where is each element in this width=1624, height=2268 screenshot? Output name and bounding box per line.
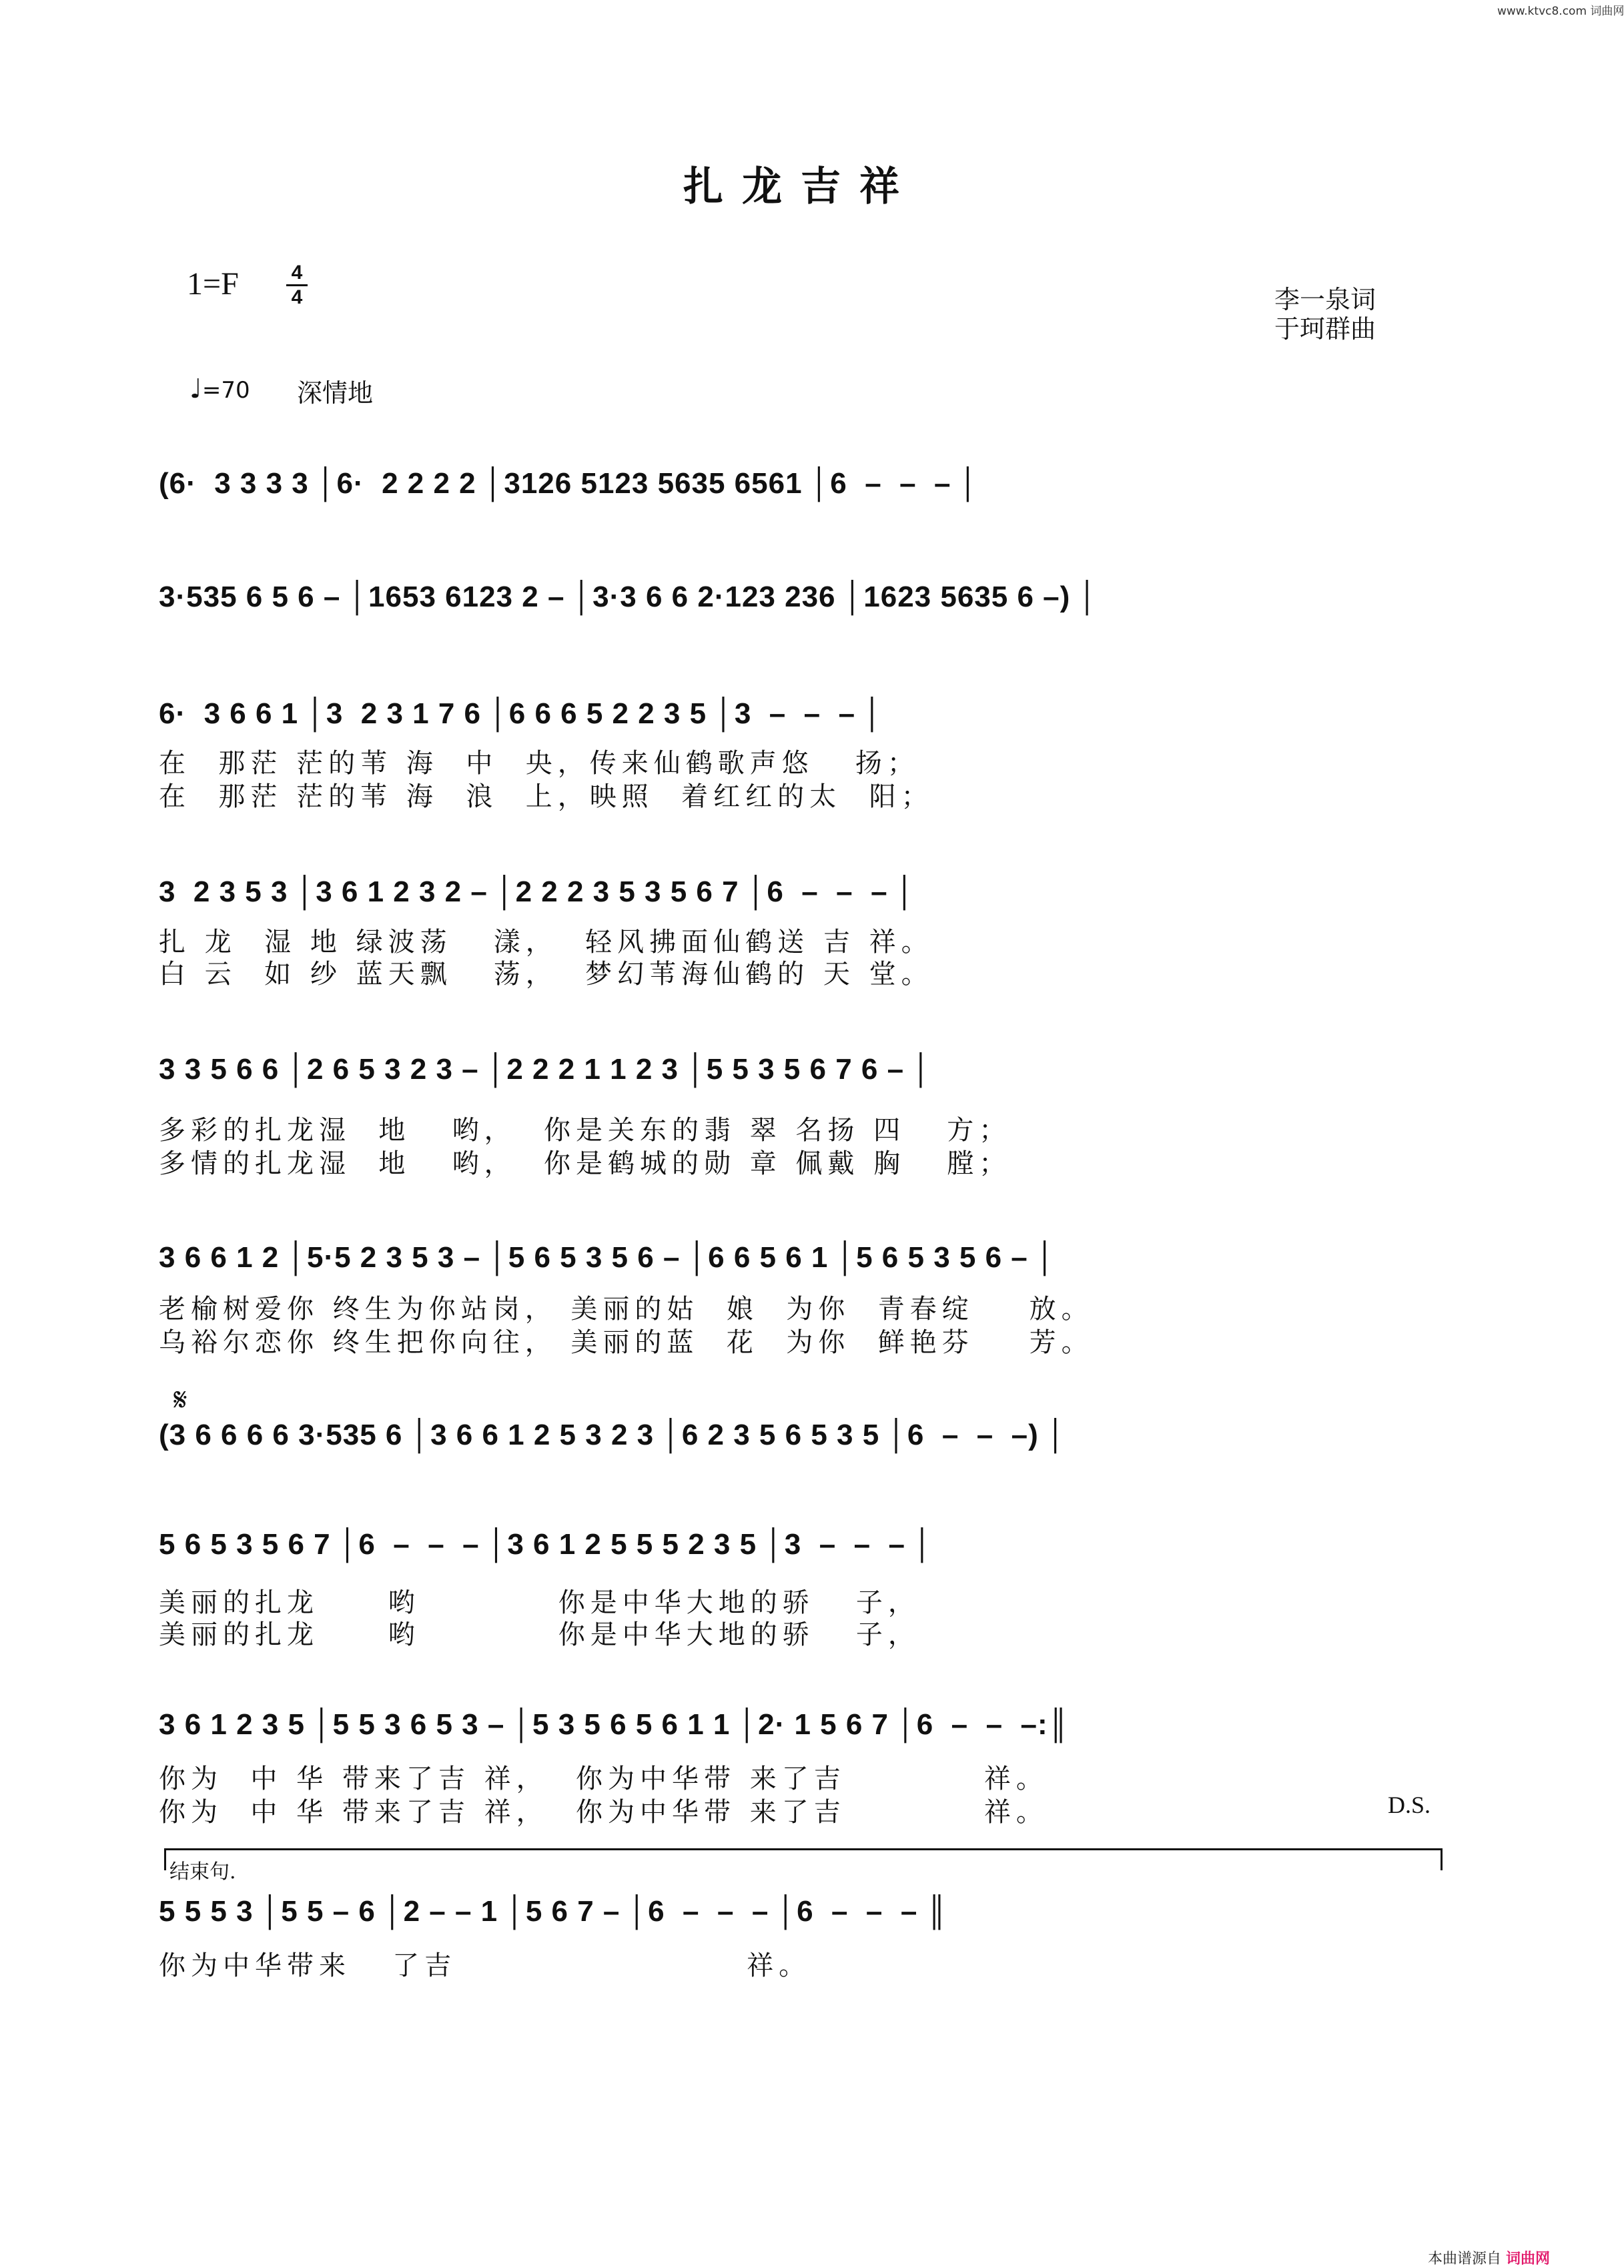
footer-prefix: 本曲谱源自 [1428, 2251, 1502, 2267]
expression-marking: 深情地 [297, 378, 374, 408]
song-title: 扎龙吉祥 [683, 163, 918, 210]
ending-bracket [164, 1848, 1443, 1870]
lyric-line: 白 云 如 纱 蓝天飘 荡， 梦幻苇海仙鹤的 天 堂。 [159, 959, 933, 990]
ending-label: 结束句. [169, 1860, 236, 1884]
notation-row-5 [159, 1053, 1447, 1100]
notation-text: (3 6 6 6 6 3·535 6 │3 6 6 1 2 5 3 2 3 │6 2 3 5 6 5 3 5 │6 – – –) │ [159, 1419, 1067, 1451]
watermark-top: www.ktvc8.com 词曲网 [1497, 5, 1624, 18]
lyric-line: 多情的扎龙湿 地 哟， 你是鹤城的勋 章 佩戴 胸 膛； [159, 1148, 1011, 1179]
lyric-line: 美丽的扎龙 哟 你是中华大地的骄 子， [159, 1619, 920, 1650]
lyric-line: 在 那茫 茫的苇 海 浪 上，映照 着红红的太 阳； [159, 781, 933, 812]
notation-text: (6· 3 3 3 3 │6· 2 2 2 2 │3126 5123 5635 6561 │6 – – – │ [159, 467, 979, 500]
notation-text: 5 5 5 3 │5 5 – 6 │2 – – 1 │5 6 7 – │6 – – – │6 – – – ║ [159, 1895, 948, 1928]
footer-brand-link[interactable]: 词曲网 [1506, 2251, 1551, 2267]
notation-text: 3·535 6 5 6 – │1653 6123 2 – │3·3 6 6 2·123 236 │1623 5635 6 –) │ [159, 581, 1099, 613]
segno-sign: 𝄋 [173, 1381, 187, 1419]
lyric-line: 多彩的扎龙湿 地 哟， 你是关东的翡 翠 名扬 四 方； [159, 1115, 1011, 1146]
tempo-marking [189, 374, 250, 404]
meter-bottom: 4 [291, 286, 303, 308]
dal-segno-mark: D.S. [1388, 1792, 1431, 1818]
key-signature: 1=F [187, 266, 239, 302]
time-signature [284, 262, 310, 309]
composer-credit: 于珂群曲 [1274, 314, 1376, 344]
notation-row-1 [159, 467, 1447, 514]
lyric-line: 你为 中 华 带来了吉 祥， 你为中华带 来了吉 祥。 [159, 1797, 1048, 1828]
notation-row-8 [159, 1528, 1447, 1575]
meter-top: 4 [291, 262, 303, 284]
footer-credit [1428, 2247, 1550, 2268]
notation-row-2 [159, 581, 1447, 627]
notation-text: 3 6 6 1 2 │5·5 2 3 5 3 – │5 6 5 3 5 6 – │6 6 5 6 1 │5 6 5 3 5 6 – │ [159, 1241, 1056, 1274]
notation-text: 3 3 5 6 6 │2 6 5 3 2 3 – │2 2 2 1 1 2 3 │5 5 3 5 6 7 6 – │ [159, 1053, 932, 1086]
notation-row-4 [159, 875, 1447, 922]
lyricist-credit: 李一泉词 [1274, 285, 1376, 314]
lyric-line: 你为中华带来 了吉 祥。 [159, 1950, 811, 1981]
notation-text: 6· 3 6 6 1 │3 2 3 1 7 6 │6 6 6 5 2 2 3 5 │3 – – – │ [159, 697, 883, 730]
quarter-note-icon: ♩ [189, 374, 202, 404]
notation-row-9 [159, 1708, 1447, 1755]
notation-row-10 [159, 1895, 1447, 1942]
notation-text: 3 2 3 5 3 │3 6 1 2 3 2 – │2 2 2 3 5 3 5 6 7 │6 – – – │ [159, 875, 916, 908]
lyric-line: 美丽的扎龙 哟 你是中华大地的骄 子， [159, 1587, 920, 1618]
notation-row-7 [159, 1419, 1447, 1465]
lyric-line: 乌裕尔恋你 终生把你向往， 美丽的蓝 花 为你 鲜艳芬 芳。 [159, 1327, 1094, 1358]
notation-row-3 [159, 697, 1447, 744]
lyric-line: 在 那茫 茫的苇 海 中 央，传来仙鹤歌声悠 扬； [159, 748, 919, 779]
tempo-value: =70 [201, 377, 250, 404]
notation-row-6 [159, 1241, 1447, 1288]
notation-text: 5 6 5 3 5 6 7 │6 – – – │3 6 1 2 5 5 5 2 3 5 │3 – – – │ [159, 1528, 933, 1561]
lyric-line: 你为 中 华 带来了吉 祥， 你为中华带 来了吉 祥。 [159, 1764, 1048, 1794]
lyric-line: 老榆树爱你 终生为你站岗， 美丽的姑 娘 为你 青春绽 放。 [159, 1294, 1094, 1325]
lyric-line: 扎 龙 湿 地 绿波荡 漾， 轻风拂面仙鹤送 吉 祥。 [159, 927, 933, 958]
notation-text: 3 6 1 2 3 5 │5 5 3 6 5 3 – │5 3 5 6 5 6 1 1 │2· 1 5 6 7 │6 – – –:║ [159, 1708, 1070, 1741]
